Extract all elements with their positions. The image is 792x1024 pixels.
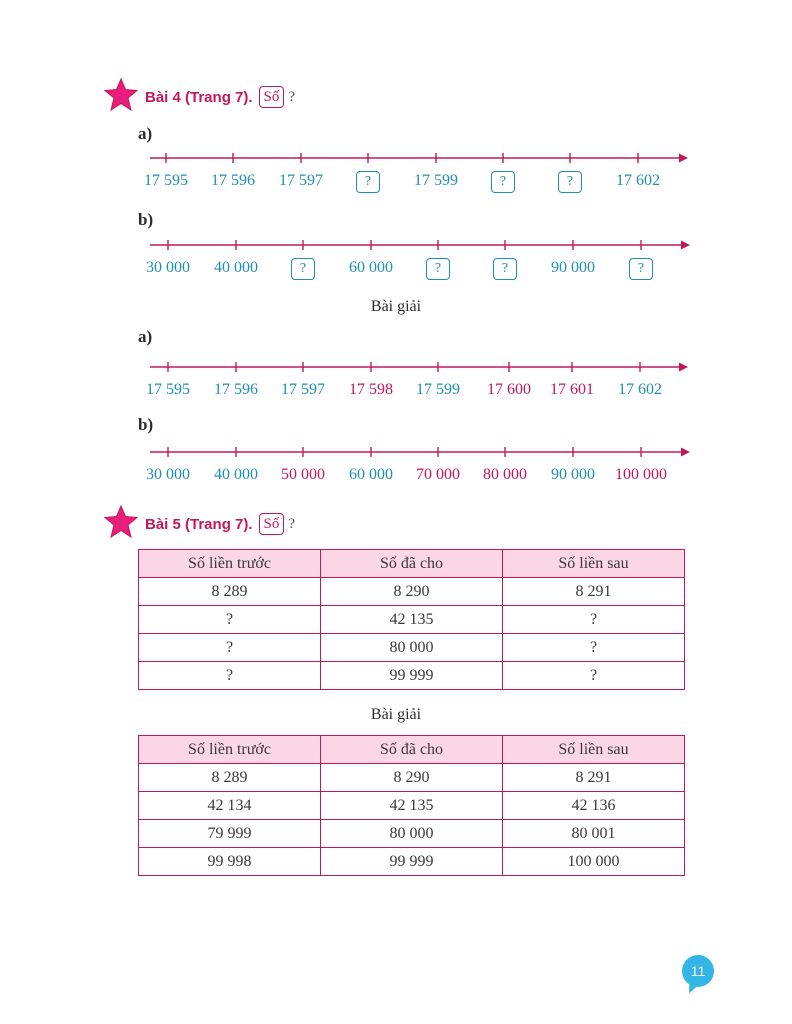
ex4-sol-part-b-label: b) [138,415,154,434]
table-row [139,578,685,606]
arrow-icon [679,363,688,372]
table-cell: 42 135 [321,606,503,634]
ex4-sol-part-a-label: a) [138,327,153,346]
tick-label: 40 000 [214,259,258,276]
answer-label: 17 600 [487,381,531,398]
answer-label: 80 000 [483,466,527,483]
table-row [139,764,685,792]
table-header-cell: Số liền trước [139,550,321,578]
tick-label: 17 602 [616,172,660,189]
table-header-cell: Số đã cho [321,736,503,764]
star-icon [104,505,138,539]
blank-box: ? [629,258,653,280]
table-row [139,606,685,634]
blank-box: ? [558,171,582,193]
table-header-row [139,550,685,578]
question-mark: ? [288,88,296,105]
table-cell: 8 291 [503,764,685,792]
exercise-4-title: Bài 4 (Trang 7). [145,88,253,106]
ex4-part-b-label: b) [138,210,154,229]
answer-label: 50 000 [281,466,325,483]
table-cell: ? [139,662,321,690]
table-cell: 8 289 [139,764,321,792]
table-row [139,662,685,690]
table-cell: 8 291 [503,578,685,606]
exercise-5-title: Bài 5 (Trang 7). [145,515,253,533]
blank-box: ? [493,258,517,280]
exercise-5-heading [145,513,295,535]
table-cell: ? [503,634,685,662]
answer-label: 17 598 [349,381,393,398]
table-cell: 42 135 [321,792,503,820]
tick-label: 17 599 [416,381,460,398]
table-row [139,792,685,820]
table-cell: 80 001 [503,820,685,848]
table-cell: 99 999 [321,662,503,690]
table-header-row [139,736,685,764]
table-cell: 80 000 [321,820,503,848]
page-number: 11 [682,955,714,987]
arrow-icon [679,154,688,163]
tick-label: 17 595 [144,172,188,189]
tick-label: 17 595 [146,381,190,398]
ex4-solution-title: Bài giải [370,298,422,315]
arrow-icon [681,241,690,250]
table-cell: 8 290 [321,764,503,792]
ex5-solution-table [138,735,685,876]
table-cell: ? [503,662,685,690]
table-cell: ? [503,606,685,634]
table-cell: 99 998 [139,848,321,876]
tick-label: 60 000 [349,466,393,483]
table-header-cell: Số liền sau [503,736,685,764]
table-cell: ? [139,606,321,634]
blank-box: ? [356,171,380,193]
table-row [139,820,685,848]
tick-label: 17 602 [618,381,662,398]
table-header-cell: Số liền sau [503,550,685,578]
table-cell: ? [139,634,321,662]
table-cell: 42 134 [139,792,321,820]
tick-label: 30 000 [146,466,190,483]
table-row [139,634,685,662]
question-mark: ? [288,515,296,532]
tick-label: 17 596 [214,381,258,398]
tick-label: 17 597 [279,172,323,189]
so-label-box: Số [259,513,285,535]
answer-label: 17 601 [550,381,594,398]
table-cell: 8 289 [139,578,321,606]
tick-label: 17 597 [281,381,325,398]
answer-label: 100 000 [615,466,667,483]
table-header-cell: Số liền trước [139,736,321,764]
ex4-part-a-label: a) [138,124,153,143]
tick-label: 90 000 [551,466,595,483]
ex5-question-table [138,549,685,690]
tick-label: 60 000 [349,259,393,276]
table-row [139,848,685,876]
table-cell: 79 999 [139,820,321,848]
blank-box: ? [491,171,515,193]
arrow-icon [681,448,690,457]
tick-label: 17 599 [414,172,458,189]
ex5-solution-title: Bài giải [370,706,422,723]
blank-box: ? [291,258,315,280]
tick-label: 17 596 [211,172,255,189]
table-header-cell: Số đã cho [321,550,503,578]
so-label-box: Số [259,86,285,108]
blank-box: ? [426,258,450,280]
table-cell: 42 136 [503,792,685,820]
table-cell: 8 290 [321,578,503,606]
table-cell: 80 000 [321,634,503,662]
tick-label: 90 000 [551,259,595,276]
tick-label: 30 000 [146,259,190,276]
answer-label: 70 000 [416,466,460,483]
table-cell: 100 000 [503,848,685,876]
tick-label: 40 000 [214,466,258,483]
table-cell: 99 999 [321,848,503,876]
